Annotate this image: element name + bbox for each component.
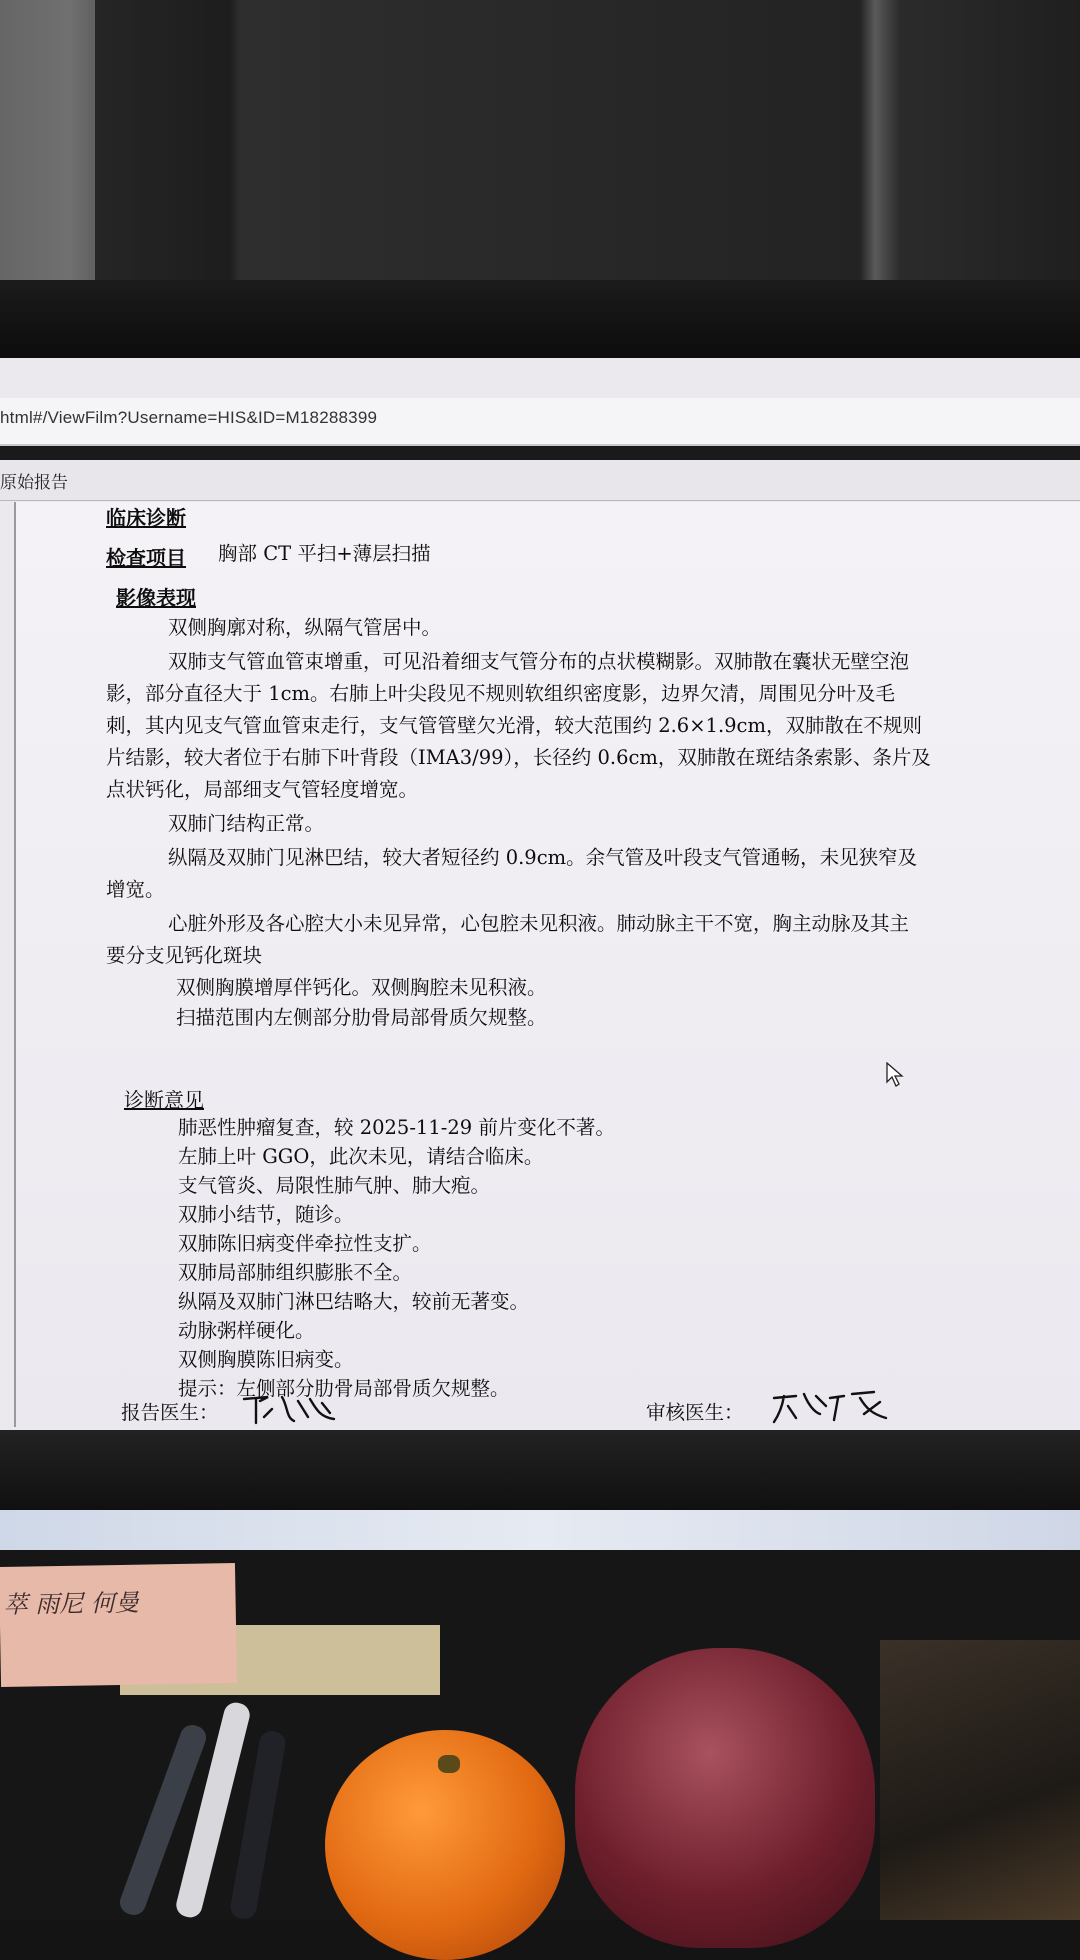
sticky-note — [0, 1563, 237, 1687]
imaging-line: 影，部分直径大于 1cm。右肺上叶尖段见不规则软组织密度影，边界欠清，周围见分叶及毛 — [106, 682, 896, 705]
report-document — [14, 502, 1080, 1427]
tab-bar — [0, 460, 1080, 501]
imaging-line: 心脏外形及各心腔大小未见异常，心包腔未见积液。肺动脉主干不宽，胸主动脉及其主 — [168, 912, 910, 935]
diagnosis-line: 双肺陈旧病变伴牵拉性支扩。 — [178, 1232, 432, 1255]
reporting-doctor-label: 报告医生： — [121, 1401, 219, 1424]
imaging-line: 片结影，较大者位于右肺下叶背段（IMA3/99），长径约 0.6cm，双肺散在斑结条索影、条片及 — [106, 746, 931, 769]
diagnosis-line: 纵隔及双肺门淋巴结略大，较前无著变。 — [178, 1290, 530, 1313]
imaging-line: 刺，其内见支气管血管束走行，支气管管壁欠光滑，较大范围约 2.6×1.9cm，双肺散在不规则 — [106, 714, 922, 737]
reviewing-doctor-signature — [768, 1384, 908, 1426]
exam-item-heading: 检查项目 — [106, 546, 186, 570]
diagnosis-heading: 诊断意见 — [124, 1088, 204, 1112]
background-window-light — [0, 0, 95, 280]
tab-original-report[interactable]: 原始报告 — [0, 473, 68, 493]
imaging-line: 双侧胸廓对称，纵隔气管居中。 — [168, 616, 442, 639]
imaging-line: 双肺支气管血管束增重，可见沿着细支气管分布的点状模糊影。双肺散在囊状无壁空泡 — [168, 650, 910, 673]
monitor-screen — [0, 358, 1080, 1558]
exam-item-value: 胸部 CT 平扫+薄层扫描 — [218, 542, 431, 565]
imaging-line: 双侧胸膜增厚伴钙化。双侧胸腔未见积液。 — [176, 976, 547, 999]
diagnosis-line: 双侧胸膜陈旧病变。 — [178, 1348, 354, 1371]
toolbar-divider — [0, 446, 1080, 460]
orange-stem — [438, 1755, 460, 1773]
diagnosis-line: 肺恶性肿瘤复查，较 2025-11-29 前片变化不著。 — [178, 1116, 615, 1139]
imaging-line: 扫描范围内左侧部分肋骨局部骨质欠规整。 — [176, 1006, 547, 1029]
reviewing-doctor-label: 审核医生： — [646, 1401, 744, 1424]
address-bar[interactable] — [0, 398, 1080, 446]
imaging-findings-heading: 影像表现 — [116, 586, 196, 610]
snack-bag — [880, 1640, 1080, 1920]
imaging-line: 增宽。 — [106, 878, 165, 901]
address-url[interactable]: html#/ViewFilm?Username=HIS&ID=M18288399 — [0, 408, 378, 427]
sticky-note-text: 萃 雨尼 何曼 — [3, 1588, 140, 1619]
mouse-cursor-icon — [886, 1062, 906, 1088]
second-screen-edge — [0, 1510, 1080, 1550]
diagnosis-line: 左肺上叶 GGO，此次未见，请结合临床。 — [178, 1145, 544, 1168]
diagnosis-line: 双肺局部肺组织膨胀不全。 — [178, 1261, 413, 1284]
monitor-bottom-bezel — [0, 1430, 1080, 1520]
diagnosis-line: 提示：左侧部分肋骨局部骨质欠规整。 — [178, 1377, 510, 1400]
diagnosis-line: 双肺小结节，随诊。 — [178, 1203, 354, 1226]
diagnosis-line: 支气管炎、局限性肺气肿、肺大疱。 — [178, 1174, 491, 1197]
clinical-diagnosis-heading: 临床诊断 — [106, 506, 186, 530]
imaging-line: 点状钙化，局部细支气管轻度增宽。 — [106, 778, 419, 801]
monitor-top-bezel — [0, 280, 1080, 360]
reporting-doctor-signature — [238, 1387, 358, 1427]
diagnosis-line: 动脉粥样硬化。 — [178, 1319, 315, 1342]
imaging-line: 要分支见钙化斑块 — [106, 944, 263, 967]
imaging-line: 纵隔及双肺门见淋巴结，较大者短径约 0.9cm。余气管及叶段支气管通畅，未见狭窄及 — [168, 846, 918, 869]
imaging-line: 双肺门结构正常。 — [168, 812, 325, 835]
apple — [575, 1648, 875, 1948]
background-wall — [0, 0, 1080, 290]
